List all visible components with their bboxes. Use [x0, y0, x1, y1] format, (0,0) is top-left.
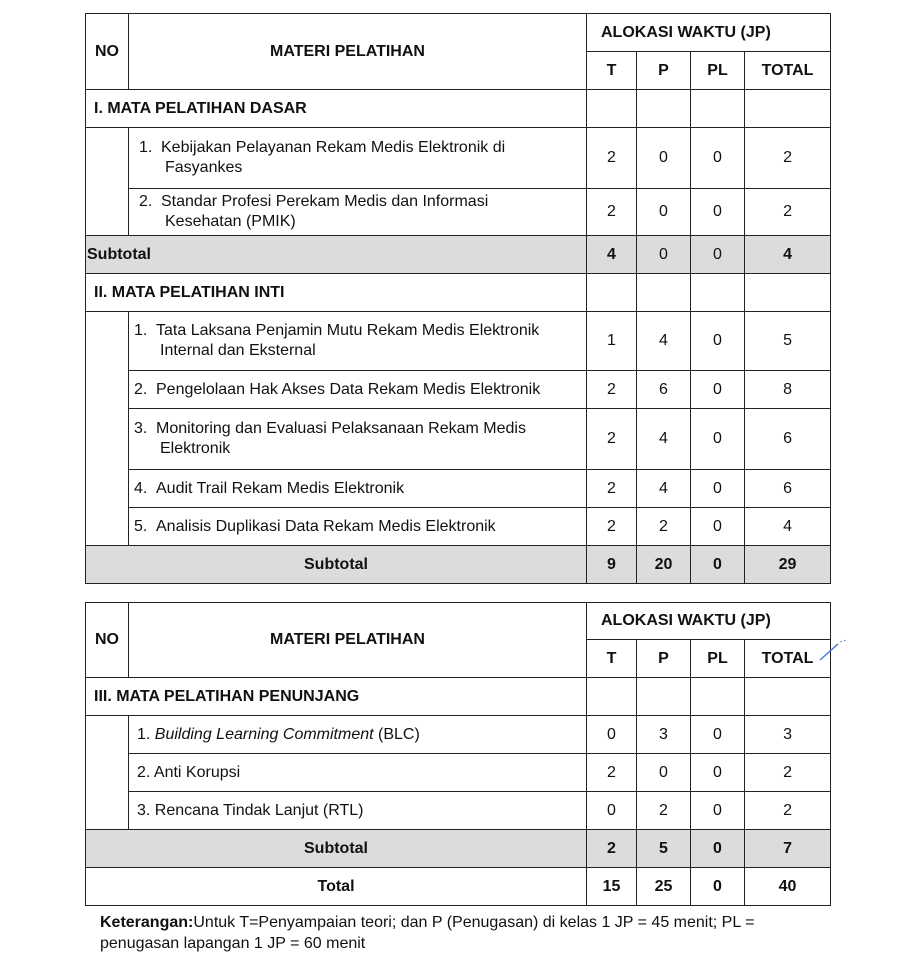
subtotal-total: 7 — [745, 830, 831, 868]
cell-t: 2 — [587, 128, 637, 189]
cell-total: 8 — [745, 371, 831, 409]
total-pl: 0 — [691, 868, 745, 906]
item-text-cont: Internal dan Eksternal — [160, 342, 316, 359]
item-text-cont: Elektronik — [160, 440, 231, 457]
item-number: 1. — [137, 725, 151, 743]
cell-pl: 0 — [691, 508, 745, 546]
cell-p: 0 — [637, 189, 691, 236]
item-text: Rencana Tindak Lanjut (RTL) — [154, 801, 364, 819]
table-row — [86, 189, 831, 236]
cell-total: 5 — [745, 312, 831, 371]
subtotal-pl: 0 — [691, 236, 745, 274]
cell-p: 4 — [637, 470, 691, 508]
materi-cell — [129, 312, 587, 371]
subtotal-pl: 0 — [691, 546, 745, 584]
cell-t: 2 — [587, 409, 637, 470]
subtotal-p: 20 — [637, 546, 691, 584]
total-t: 15 — [587, 868, 637, 906]
item-number: 1. — [139, 139, 153, 156]
table-row — [86, 792, 831, 830]
materi-cell — [129, 716, 587, 754]
subtotal-total: 4 — [745, 236, 831, 274]
total-p: 25 — [637, 868, 691, 906]
header-no: NO — [86, 603, 129, 678]
subtotal-row — [86, 830, 831, 868]
cell-total: 6 — [745, 470, 831, 508]
cell-pl: 0 — [691, 754, 745, 792]
cell-p: 0 — [637, 128, 691, 189]
header-alokasi: ALOKASI WAKTU (JP) — [587, 14, 831, 52]
header-alokasi: ALOKASI WAKTU (JP) — [587, 603, 831, 640]
materi-cell — [129, 470, 587, 508]
total-label: Total — [86, 868, 587, 906]
item-text: Standar Profesi Perekam Medis dan Informasi — [161, 193, 489, 210]
table-row — [86, 371, 831, 409]
cell-pl: 0 — [691, 312, 745, 371]
header-t: T — [587, 640, 637, 678]
cell-p: 6 — [637, 371, 691, 409]
table-row — [86, 754, 831, 792]
table-row — [86, 508, 831, 546]
header-total: TOTAL — [745, 52, 831, 90]
table-row — [86, 312, 831, 371]
item-text: Pengelolaan Hak Akses Data Rekam Medis Elektronik — [156, 380, 541, 398]
item-text-cont: Kesehatan (PMIK) — [165, 213, 296, 230]
cell-p: 3 — [637, 716, 691, 754]
cell-pl: 0 — [691, 128, 745, 189]
section-title: III. MATA PELATIHAN PENUNJANG — [86, 678, 587, 716]
table-row — [86, 409, 831, 470]
materi-cell — [129, 128, 587, 189]
item-number: 2. — [134, 380, 148, 398]
item-number: 5. — [134, 517, 148, 535]
note — [100, 912, 800, 954]
cell-pl: 0 — [691, 716, 745, 754]
item-text: Tata Laksana Penjamin Mutu Rekam Medis Elektronik — [156, 322, 540, 339]
item-number: 2. — [137, 763, 151, 781]
total-row — [86, 868, 831, 906]
materi-cell — [129, 371, 587, 409]
item-number: 1. — [134, 322, 148, 339]
section-title: I. MATA PELATIHAN DASAR — [86, 90, 587, 128]
note-text: Untuk T=Penyampaian teori; dan P (Penugasan) di kelas 1 JP = 45 menit; PL = penugasan lapangan 1 JP = 60 menit — [100, 914, 755, 952]
subtotal-t: 2 — [587, 830, 637, 868]
subtotal-pl: 0 — [691, 830, 745, 868]
cell-total: 3 — [745, 716, 831, 754]
cell-p: 4 — [637, 312, 691, 371]
subtotal-total: 29 — [745, 546, 831, 584]
cell-total: 6 — [745, 409, 831, 470]
cell-total: 2 — [745, 128, 831, 189]
subtotal-p: 5 — [637, 830, 691, 868]
cell-pl: 0 — [691, 409, 745, 470]
item-number: 4. — [134, 479, 148, 497]
item-text: Audit Trail Rekam Medis Elektronik — [156, 479, 405, 497]
cell-t: 0 — [587, 792, 637, 830]
header-materi: MATERI PELATIHAN — [129, 603, 587, 678]
item-text: Monitoring dan Evaluasi Pelaksanaan Rekam Medis — [156, 420, 526, 437]
table-row — [86, 470, 831, 508]
cell-pl: 0 — [691, 371, 745, 409]
item-text: (BLC) — [373, 725, 420, 743]
materi-cell — [129, 754, 587, 792]
cell-p: 0 — [637, 754, 691, 792]
subtotal-row — [86, 236, 831, 274]
cell-t: 1 — [587, 312, 637, 371]
cell-total: 4 — [745, 508, 831, 546]
header-materi: MATERI PELATIHAN — [129, 14, 587, 90]
indent-cell — [86, 128, 129, 236]
table-row — [86, 128, 831, 189]
header-no: NO — [86, 14, 129, 90]
materi-cell — [129, 508, 587, 546]
cell-pl: 0 — [691, 470, 745, 508]
note-label: Keterangan: — [100, 914, 194, 931]
section-title: II. MATA PELATIHAN INTI — [86, 274, 587, 312]
cell-p: 4 — [637, 409, 691, 470]
cell-t: 2 — [587, 754, 637, 792]
item-number: 3. — [134, 420, 148, 437]
cell-t: 2 — [587, 371, 637, 409]
header-t: T — [587, 52, 637, 90]
cell-total: 2 — [745, 792, 831, 830]
subtotal-row — [86, 546, 831, 584]
item-number: 2. — [139, 193, 153, 210]
header-total: TOTAL — [745, 640, 831, 678]
item-text: Anti Korupsi — [153, 763, 241, 781]
pen-mark — [818, 638, 848, 662]
subtotal-label: Subtotal — [86, 546, 587, 584]
cell-t: 2 — [587, 508, 637, 546]
subtotal-p: 0 — [637, 236, 691, 274]
indent-cell — [86, 312, 129, 546]
cell-total: 2 — [745, 754, 831, 792]
subtotal-label: Subtotal — [86, 830, 587, 868]
materi-cell — [129, 409, 587, 470]
materi-cell — [129, 792, 587, 830]
subtotal-label: Subtotal — [86, 236, 587, 274]
item-number: 3. — [137, 801, 151, 819]
subtotal-t: 9 — [587, 546, 637, 584]
cell-total: 2 — [745, 189, 831, 236]
cell-pl: 0 — [691, 189, 745, 236]
indent-cell — [86, 716, 129, 830]
item-text: Kebijakan Pelayanan Rekam Medis Elektronik di — [161, 139, 506, 156]
header-pl: PL — [691, 640, 745, 678]
cell-t: 0 — [587, 716, 637, 754]
cell-pl: 0 — [691, 792, 745, 830]
header-pl: PL — [691, 52, 745, 90]
item-text-cont: Fasyankes — [165, 159, 243, 176]
cell-p: 2 — [637, 792, 691, 830]
table-row — [86, 716, 831, 754]
materi-cell — [129, 189, 587, 236]
training-table-1 — [85, 13, 831, 584]
training-table-2 — [85, 602, 831, 906]
header-p: P — [637, 52, 691, 90]
item-text-italic: Building Learning Commitment — [154, 725, 374, 743]
total-total: 40 — [745, 868, 831, 906]
cell-t: 2 — [587, 189, 637, 236]
cell-p: 2 — [637, 508, 691, 546]
subtotal-t: 4 — [587, 236, 637, 274]
cell-t: 2 — [587, 470, 637, 508]
item-text: Analisis Duplikasi Data Rekam Medis Elektronik — [156, 517, 496, 535]
header-p: P — [637, 640, 691, 678]
